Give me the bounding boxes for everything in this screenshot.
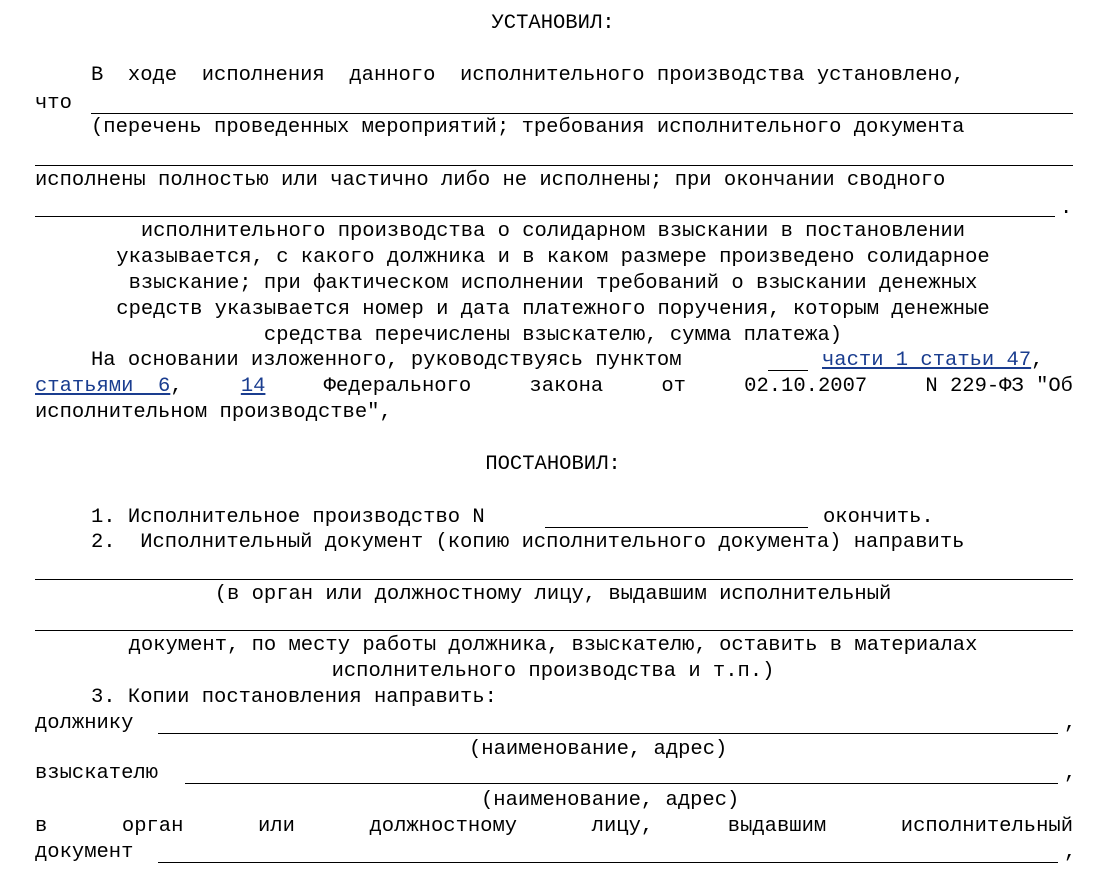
organ-word-7: исполнительный <box>900 815 1073 838</box>
organ-word-1: в <box>35 815 48 838</box>
hint-measures-line6: средств указывается номер и дата платежного поручения, которым денежные <box>116 298 990 321</box>
organ-word-2: орган <box>121 815 184 838</box>
blank-line-send-document-2[interactable] <box>35 630 1073 631</box>
basis-law-number: N 229-ФЗ "Об <box>925 375 1073 398</box>
basis-articles-wrap <box>35 374 183 400</box>
organ-word-3: или <box>257 815 295 838</box>
basis-comma-2: , <box>170 375 183 398</box>
link-article-14[interactable]: 14 <box>240 375 266 398</box>
organ-word-6: выдавшим <box>727 815 827 838</box>
basis-line3: исполнительном производстве", <box>35 401 392 424</box>
blank-claimant[interactable] <box>185 783 1058 784</box>
item1-suffix: окончить. <box>823 506 934 529</box>
basis-line1-prefix: На основании изложенного, руководствуясь пунктом <box>91 349 682 372</box>
hint-measures-line1: (перечень проведенных мероприятий; требования исполнительного документа <box>91 116 965 139</box>
blank-line-established[interactable] <box>91 113 1073 114</box>
heading-postanovil: ПОСТАНОВИЛ: <box>485 453 621 476</box>
blank-point-number[interactable] <box>768 370 808 371</box>
hint-measures-line5: взыскание; при фактическом исполнении требований о взыскании денежных <box>128 272 978 295</box>
link-articles-6[interactable]: статьями 6 <box>35 375 171 398</box>
hint-measures-line3: исполнительного производства о солидарном взыскании в постановлении <box>140 220 966 243</box>
item2-hint1: (в орган или должностному лицу, выдавшим исполнительный <box>214 583 892 606</box>
basis-comma: , <box>1031 349 1044 372</box>
paragraph-established-line1: В ходе исполнения данного исполнительного производства установлено, <box>91 64 965 87</box>
paragraph-that-label: что <box>35 92 72 115</box>
label-debtor: должнику <box>35 712 134 735</box>
hint-measures-line2: исполнены полностью или частично либо не исполнены; при окончании сводного <box>35 169 946 192</box>
organ-word-5: лицу, <box>591 815 654 838</box>
blank-line-send-document[interactable] <box>35 579 1073 580</box>
basis-date: 02.10.2007 <box>744 375 868 398</box>
blank-issuing-authority[interactable] <box>158 862 1058 863</box>
blank-line-established-2[interactable] <box>35 165 1073 166</box>
organ-line <box>35 814 1073 840</box>
hint-measures-line7: средства перечислены взыскателю, сумма платежа) <box>263 324 843 347</box>
blank-debtor[interactable] <box>158 733 1058 734</box>
basis-word-from: от <box>661 375 686 398</box>
basis-line2 <box>35 374 1073 400</box>
item2-hint2: документ, по месту работы должника, взыскателю, оставить в материалах <box>128 634 978 657</box>
hint-claimant-name-address: (наименование, адрес) <box>481 789 740 812</box>
period-mark: . <box>1060 197 1073 220</box>
basis-line1-link-wrap <box>822 348 1043 374</box>
claimant-comma: , <box>1064 762 1077 785</box>
label-document: документ <box>35 841 134 864</box>
organ-word-4: должностному <box>369 815 518 838</box>
link-part1-article47[interactable]: части 1 статьи 47 <box>822 349 1032 372</box>
debtor-comma: , <box>1064 712 1077 735</box>
hint-debtor-name-address: (наименование, адрес) <box>469 738 728 761</box>
item2-hint3: исполнительного производства и т.п.) <box>331 660 775 683</box>
item1-prefix: 1. Исполнительное производство N <box>91 506 485 529</box>
blank-line-established-3[interactable] <box>35 216 1055 217</box>
label-claimant: взыскателю <box>35 762 159 785</box>
item2-text: 2. Исполнительный документ (копию исполнительного документа) направить <box>91 531 965 554</box>
hint-measures-line4: указывается, с какого должника и в каком размере произведено солидарное <box>116 246 990 269</box>
blank-proceeding-number[interactable] <box>545 527 808 528</box>
basis-word-law: закона <box>529 375 604 398</box>
basis-word-federal: Федерального <box>323 375 472 398</box>
document-comma: , <box>1064 841 1077 864</box>
item3-text: 3. Копии постановления направить: <box>91 686 497 709</box>
heading-ustanovil: УСТАНОВИЛ: <box>491 12 615 35</box>
